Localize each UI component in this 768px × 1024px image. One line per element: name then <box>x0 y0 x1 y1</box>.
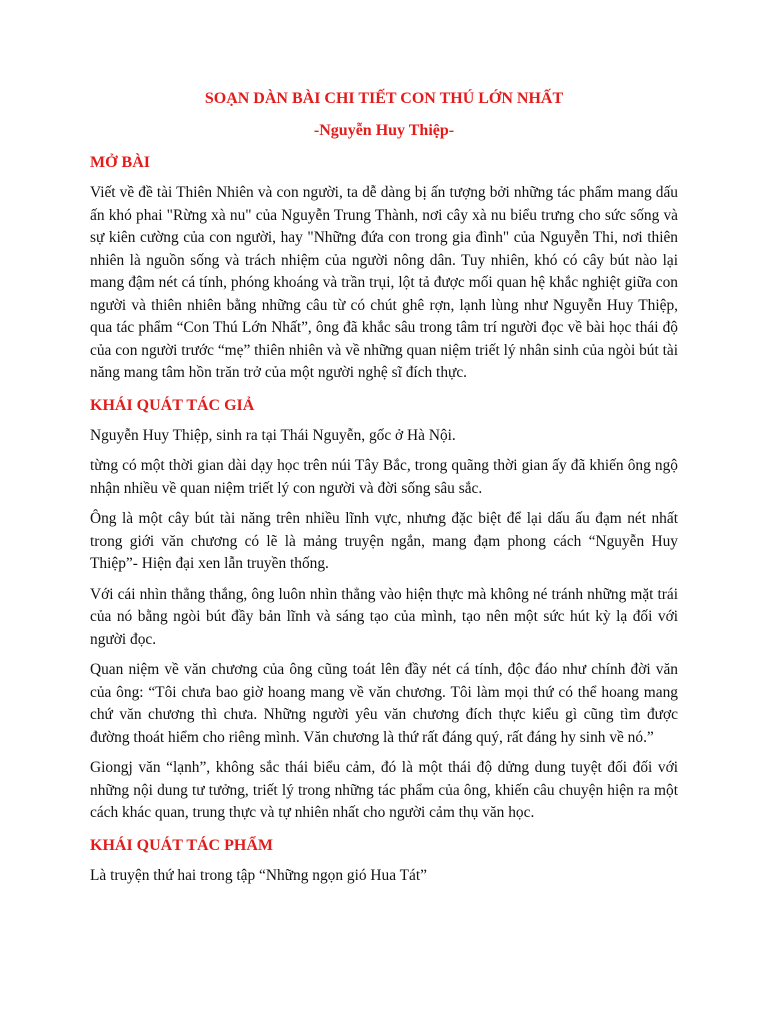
paragraph: Với cái nhìn thẳng thắng, ông luôn nhìn thẳng vào hiện thực mà không né tránh những mặt trái của nó bằng ngòi bút đầy bản lĩnh và sáng tạo của mình, tạo nên một sức hút kỳ lạ đối với người đọc. <box>90 585 678 648</box>
paragraph: Quan niệm về văn chương của ông cũng toát lên đầy nét cá tính, độc đáo như chính đời văn của ông: “Tôi chưa bao giờ hoang mang về văn chương. Tôi làm mọi thứ có thể hoang mang chứ văn chương thì chưa. Những người yêu văn chương đích thực kiểu gì cũng tìm được đường thoát hiểm cho riêng mình. Văn chương là thứ rất đáng quý, rất đáng hy sinh về nó.” <box>90 661 678 746</box>
section-heading: MỞ BÀI <box>90 154 150 171</box>
paragraph: Nguyễn Huy Thiệp, sinh ra tại Thái Nguyễn, gốc ở Hà Nội. <box>90 426 456 444</box>
paragraph: từng có một thời gian dài dạy học trên núi Tây Bắc, trong quãng thời gian ấy đã khiến ông ngộ nhận nhiều về quan niệm triết lý con người và đời sống sâu sắc. <box>90 457 678 497</box>
paragraph: Là truyện thứ hai trong tập “Những ngọn gió Hua Tát” <box>90 866 427 884</box>
paragraph: Ông là một cây bút tài năng trên nhiều lĩnh vực, nhưng đặc biệt để lại dấu ấu đạm nét nhất trong giới văn chương có lẽ là mảng truyện ngắn, mang đạm phong cách “Nguyễn Huy Thiệp”- Hiện đại xen lẫn truyền thống. <box>90 510 678 572</box>
section-khai-quat-tac-gia <box>90 395 678 825</box>
section-heading: KHÁI QUÁT TÁC GIẢ <box>90 396 255 414</box>
document-title: SOẠN DÀN BÀI CHI TIẾT CON THÚ LỚN NHẤT <box>204 90 564 107</box>
section-mo-bai <box>90 152 678 385</box>
section-khai-quat-tac-pham <box>90 835 678 888</box>
paragraph: Giongj văn “lạnh”, không sắc thái biểu cảm, đó là một thái độ dửng dung tuyệt đối đối với những nội dung tư tưởng, triết lý trong những tác phẩm của ông, khiến câu chuyện hiện ra một cách khác quan, trung thực và tự nhiên nhất cho người cảm thụ văn học. <box>90 759 678 821</box>
author-line: -Nguyễn Huy Thiệp- <box>313 122 455 139</box>
document-page <box>90 88 678 887</box>
section-heading: KHÁI QUÁT TÁC PHẨM <box>90 836 273 854</box>
paragraph: Viết về đề tài Thiên Nhiên và con người, ta dễ dàng bị ấn tượng bởi những tác phẩm mang dấu ấn khó phai "Rừng xà nu" của Nguyễn Trung Thành, nơi cây xà nu biểu trưng cho sức sống và sự kiên cường của con người, hay "Những đứa con trong gia đình" của Nguyễn Thi, nơi thiên nhiên là nguồn sống và trách nhiệm của người nông dân. Tuy nhiên, khó có cây bút nào lại mang đậm nét cá tính, phóng khoáng và trần trụi, lột tả được mối quan hệ khắc nghiệt giữa con người và thiên nhiên bằng những câu từ có chút ghê rợn, lạnh lùng như Nguyễn Huy Thiệp, qua tác phẩm “Con Thú Lớn Nhất”, ông đã khắc sâu trong tâm trí người đọc về bài học thái độ của con người trước “mẹ” thiên nhiên và về những quan niệm triết lý nhân sinh của ngòi bút tài năng mang tâm hồn trăn trở của một người nghệ sĩ đích thực. <box>90 184 678 381</box>
